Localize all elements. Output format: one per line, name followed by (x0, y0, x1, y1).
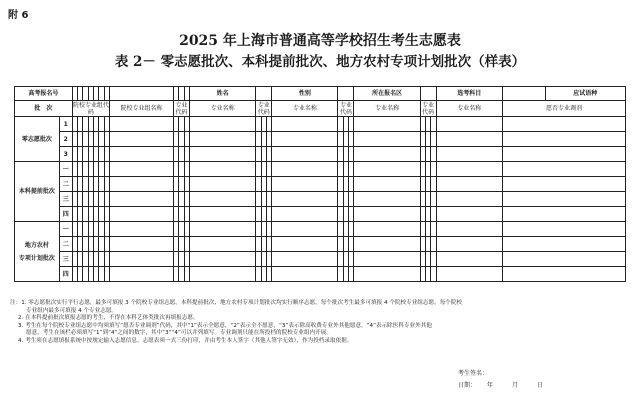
district-label: 所在报名区 (354, 87, 420, 101)
slot-number: 1 (59, 117, 72, 132)
table-row (15, 252, 626, 267)
gender-field[interactable] (338, 87, 354, 101)
exam-no-label: 高考报名号 (15, 87, 73, 101)
form-notes (10, 300, 630, 346)
batch-label-line1: 地方农村 (24, 241, 49, 249)
major-code-header: 专业代码 (257, 101, 270, 116)
major-name-header: 专业名称 (354, 101, 420, 117)
slot-number: 一 (59, 162, 72, 177)
major-code-header: 专业代码 (422, 101, 435, 116)
batch-header: 批 次 (15, 101, 73, 117)
major-name-header: 专业名称 (272, 101, 338, 117)
slot-number: 二 (59, 237, 72, 252)
school-name-header: 院校专业组名称 (109, 101, 173, 117)
batch-label: 本科提前批次 (15, 162, 60, 222)
note-line: 注：1. 零志愿批次实行平行志愿，最多可填报 3 个院校专业组志愿。本科提前批次、地方农村专项计划批次均实行顺序志愿，每个批次考生最多可填报 4 个院校专业组志愿。每个院校 (10, 300, 463, 306)
table-row (15, 222, 626, 237)
major-name-header: 专业名称 (190, 101, 256, 117)
column-header-row (15, 101, 626, 117)
major-code-header: 专业代码 (175, 101, 188, 116)
slot-number: 三 (59, 192, 72, 207)
batch-label (15, 222, 60, 282)
table-row (15, 132, 626, 147)
school-code-header: 院校专业组代码 (72, 101, 109, 116)
annex-label: 附 6 (8, 10, 29, 21)
header-info-row (15, 87, 626, 101)
signature-label: 考生签名： (458, 370, 489, 377)
year-label: 年 (487, 382, 494, 389)
note-line: 3. 考生在每个院校专业组志愿中均须填写“愿否专业调剂”代码，其中“1”表示全愿意，“2”表示全不愿意，“3”表示除高收费专业外其他愿意，“4”表示除医科专业外其他 (18, 322, 432, 329)
table-row (15, 237, 626, 252)
major-code-header: 专业代码 (339, 101, 352, 116)
note-line: 4. 考生须在志愿填报系统中按规定输入志愿信息。志愿表须一式三份打印，并由考生本人签字（其他人签字无效），作为投档录取依据。 (18, 337, 353, 344)
table-row (15, 207, 626, 222)
batch-label-line2: 专项计划批次 (18, 254, 55, 262)
slot-number: 四 (59, 207, 72, 222)
slot-number: 2 (59, 132, 72, 147)
adjust-header: 愿否专业调剂 (502, 101, 625, 117)
subjects-field[interactable] (502, 87, 545, 101)
table-row (15, 117, 626, 132)
form-title: 2025 年上海市普通高等学校招生考生志愿表 (179, 33, 461, 49)
note-line: 愿意。考生在该栏必须填写“1”到“4”之间的数字，其中“3”“4”可以并列填写。专业调剂只能在所投档的院校专业组内开展。 (26, 330, 332, 337)
volunteer-form-table (14, 86, 626, 282)
table-row (15, 192, 626, 207)
subjects-label: 选考科目 (436, 87, 502, 101)
slot-number: 一 (59, 222, 72, 237)
district-field[interactable] (420, 87, 436, 101)
major-name-header: 专业名称 (436, 101, 502, 117)
slot-number: 二 (59, 177, 72, 192)
exam-no-box[interactable] (109, 87, 173, 101)
note-line: 2. 在本科提前批次填报志愿的考生，不得在本科艺体类批次再填报志愿。 (18, 315, 199, 322)
language-label: 应试语种 (545, 87, 625, 101)
note-line: 专业组内最多可填报 4 个专业志愿。 (26, 307, 118, 314)
name-field[interactable] (256, 87, 272, 101)
table-row (15, 177, 626, 192)
slot-number: 3 (59, 147, 72, 162)
name-label: 姓名 (190, 87, 256, 101)
table-row (15, 267, 626, 282)
month-label: 月 (512, 382, 519, 389)
slot-number: 三 (59, 252, 72, 267)
table-row (15, 162, 626, 177)
table-row (15, 147, 626, 162)
form-subtitle: 表 2－ 零志愿批次、本科提前批次、地方农村专项计划批次（样表） (114, 54, 526, 70)
date-label: 日期： (458, 382, 477, 389)
slot-number: 四 (59, 267, 72, 282)
gender-label: 性别 (272, 87, 338, 101)
day-label: 日 (537, 382, 544, 389)
batch-label: 零志愿批次 (15, 117, 60, 162)
